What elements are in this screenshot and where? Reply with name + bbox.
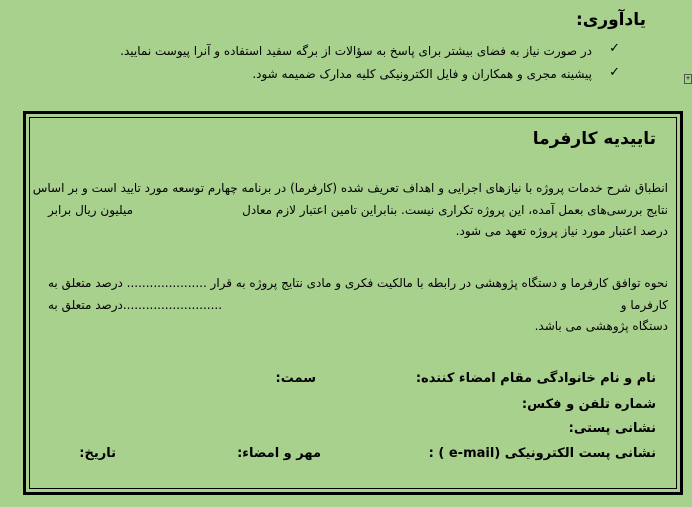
check-icon: ✓ [609, 41, 620, 56]
paragraph-line [48, 295, 668, 317]
approval-amount-label: میلیون ریال برابر [48, 202, 134, 217]
paragraph-line [48, 200, 668, 222]
ownership-paragraph [48, 273, 668, 338]
employer-approval-inner-frame [29, 117, 677, 489]
paragraph-line [48, 316, 668, 338]
institute-share-blank: ..........................درصد متعلق به [48, 297, 223, 312]
approval-text-line3: درصد اعتبار مورد نیاز پروژه تعهد می شود. [455, 224, 668, 238]
approval-text-line2: نتایج بررسی‌های بعمل آمده، این پروژه تکراری نیست. بنابراین تامین اعتبار لازم معادل [242, 202, 668, 217]
ownership-text-line2: کارفرما و [620, 297, 668, 312]
anchor-icon: + [685, 75, 691, 82]
date-label: تاریخ: [79, 446, 116, 461]
employer-share-blank: ..................... درصد متعلق به [48, 276, 207, 290]
employer-approval-title: تاییدیه کارفرما [532, 129, 656, 149]
seal-signature-label: مهر و امضاء: [237, 446, 321, 461]
ownership-text-line3: دستگاه پژوهشی می باشد. [534, 319, 668, 333]
paragraph-line [48, 273, 668, 295]
employer-approval-frame [23, 111, 683, 495]
signer-name-label: نام و نام خانوادگی مقام امضاء کننده: [415, 371, 656, 386]
position-label: سمت: [275, 371, 316, 386]
email-label: نشانی پست الکترونیکی (e-mail ) : [428, 446, 656, 461]
ownership-text-line1: نحوه توافق کارفرما و دستگاه پژوهشی در رابطه با مالکیت فکری و مادی نتایج پروژه به قرار [210, 276, 668, 290]
reminder-item: در صورت نیاز به فضای بیشتر برای پاسخ به سؤالات از برگه سفید استفاده و آنرا پیوست نمایید. [120, 44, 592, 58]
approval-text-line1: انطباق شرح خدمات پروژه با نیازهای اجرایی و اهداف تعریف شده (کارفرما) در برنامه چهارم توسعه مورد تایید است و بر اساس [32, 181, 668, 195]
reminder-item: پیشینه مجری و همکاران و فایل الکترونیکی کلیه مدارک ضمیمه شود. [252, 67, 592, 81]
check-icon: ✓ [609, 65, 620, 80]
phone-fax-label: شماره تلفن و فکس: [521, 397, 656, 412]
reminder-title: یادآوری: [575, 10, 646, 30]
postal-address-label: نشانی پستی: [568, 421, 656, 436]
paragraph-line [32, 178, 668, 200]
approval-paragraph [32, 178, 668, 243]
paragraph-line [48, 221, 668, 243]
